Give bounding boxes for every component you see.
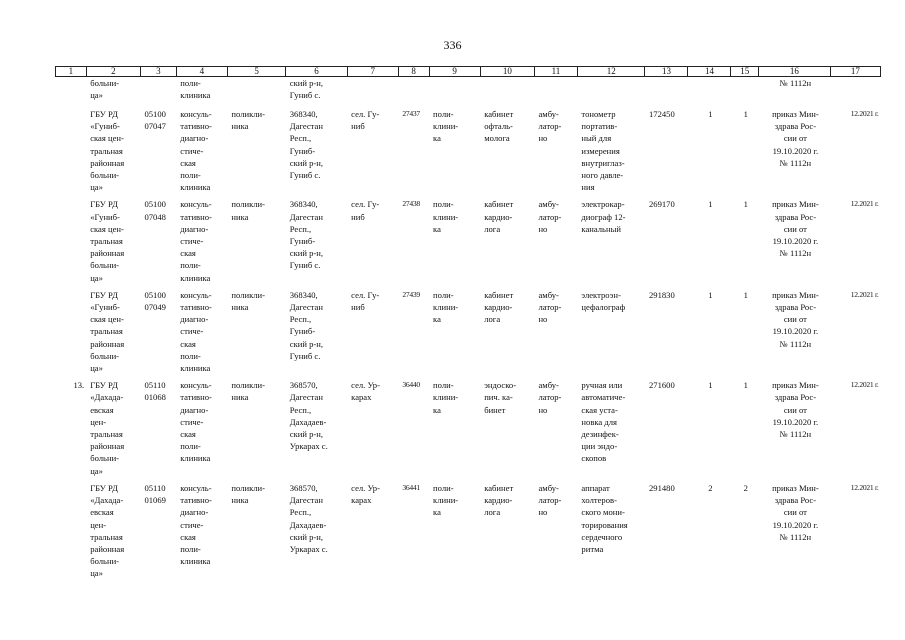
cell-index xyxy=(56,103,87,193)
cell-id: 27437 xyxy=(402,109,420,118)
cell-equipment: ручная или автоматиче- ская уста- новка для дезинфек- ции эндо- скопов xyxy=(581,380,626,464)
cell-date: 12.2021 г. xyxy=(850,199,879,209)
cell-order: приказ Мин- здрава Рос- сии от 19.10.2020 г. № 1112н xyxy=(772,109,819,168)
cell-qty-needed: 1 xyxy=(743,380,748,391)
column-number: 12 xyxy=(577,67,645,77)
cell-organization: ГБУ РД «Гуниб- ская цен- тральная районная больни- ца» xyxy=(90,109,125,193)
column-number: 8 xyxy=(398,67,429,77)
cell-code2: 172450 xyxy=(648,109,675,119)
cell-room: кабинет кардио- лога xyxy=(484,199,514,234)
column-number: 15 xyxy=(731,67,759,77)
cell-care-mode: амбу- латор- но xyxy=(538,482,562,518)
cell-settlement: сел. Гу- ниб xyxy=(351,109,380,132)
cell-address: 368570, Дагестан Респ., Дахадаев- ский р-н, Уркарах с. xyxy=(289,380,328,452)
cell-room: эндоско- пич. ка- бинет xyxy=(484,380,517,415)
cell-qty-required xyxy=(688,77,731,104)
column-number: 2 xyxy=(86,67,140,77)
cell-room: кабинет кардио- лога xyxy=(484,289,514,325)
cell-equipment: аппарат холтеров- ского мони- торирования сердечного ритма xyxy=(581,482,628,554)
cell-index xyxy=(56,193,87,283)
cell-order: приказ Мин- здрава Рос- сии от 19.10.2020 г. № 1112н xyxy=(772,289,819,349)
cell-code: 05110 01069 xyxy=(144,482,166,506)
cell-qty-required: 1 xyxy=(708,380,713,391)
cell-facility-type: консуль- тативно- диагно- стиче- ская поли- клиника xyxy=(180,482,212,567)
cell-unit: поли- клини- ка xyxy=(433,482,459,518)
cell-qty-needed: 1 xyxy=(743,289,748,300)
cell-unit: поли- клини- ка xyxy=(433,380,459,415)
cell-qty-needed xyxy=(731,77,759,104)
cell-date: 12.2021 г. xyxy=(850,482,879,492)
cell-code2: 291480 xyxy=(648,482,675,493)
cell-qty-required: 2 xyxy=(708,482,713,493)
cell-organization: ГБУ РД «Гуниб- ская цен- тральная районная больни- ца» xyxy=(90,289,125,374)
cell-care-mode: амбу- латор- но xyxy=(538,199,562,234)
cell-division xyxy=(227,77,285,104)
cell-date: 12.2021 г. xyxy=(850,109,879,118)
cell-code: 05100 07047 xyxy=(144,109,166,132)
cell-equipment: электрокар- диограф 12- канальный xyxy=(581,199,626,234)
cell-division: поликли- ника xyxy=(231,482,266,506)
cell-qty-needed: 2 xyxy=(743,482,748,493)
cell-settlement: сел. Ур- карах xyxy=(351,380,380,403)
cell-code: 05100 07048 xyxy=(144,199,166,222)
column-number: 1 xyxy=(56,67,87,77)
continuation-row xyxy=(56,77,881,104)
cell-settlement: сел. Ур- карах xyxy=(351,482,380,506)
cell-code: 05100 07049 xyxy=(144,289,166,313)
cell-date: 12.2021 г. xyxy=(850,380,879,390)
cell-organization: ГБУ РД «Гуниб- ская цен- тральная районная больни- ца» xyxy=(90,199,125,283)
cell-qty-needed: 1 xyxy=(743,109,748,119)
cell-care-mode: амбу- латор- но xyxy=(538,109,562,144)
column-number: 6 xyxy=(286,67,347,77)
cell-id: 36440 xyxy=(402,380,420,390)
cell-qty-needed: 1 xyxy=(743,199,748,210)
cell-organization: больни- ца» xyxy=(90,78,120,101)
cell-division: поликли- ника xyxy=(231,109,266,132)
cell-index xyxy=(56,284,87,374)
cell-index xyxy=(56,477,87,582)
cell-order: приказ Мин- здрава Рос- сии от 19.10.2020 г. № 1112н xyxy=(772,199,819,259)
cell-facility-type: консуль- тативно- диагно- стиче- ская поли- клиника xyxy=(180,289,212,374)
cell-code xyxy=(140,77,176,104)
cell-facility-type: консуль- тативно- диагно- стиче- ская поли- клиника xyxy=(180,109,212,193)
cell-division: поликли- ника xyxy=(231,380,266,403)
cell-address: 368340, Дагестан Респ., Гуниб- ский р-н, Гуниб с. xyxy=(289,109,323,181)
cell-order: приказ Мин- здрава Рос- сии от 19.10.2020 г. № 1112н xyxy=(772,482,819,542)
cell-index: 13. xyxy=(73,380,85,391)
cell-code: 05110 01068 xyxy=(144,380,166,403)
column-number: 7 xyxy=(347,67,398,77)
cell-qty-required: 1 xyxy=(708,199,713,210)
cell-code2: 291830 xyxy=(648,289,675,300)
cell-organization: ГБУ РД «Дахада- евская цен- тральная районная больни- ца» xyxy=(90,380,125,476)
cell-settlement: сел. Гу- ниб xyxy=(351,289,380,313)
column-number-row xyxy=(56,67,881,77)
column-number: 10 xyxy=(480,67,534,77)
cell-qty-required: 1 xyxy=(708,109,713,119)
cell-address: 368570, Дагестан Респ., Дахадаев- ский р-н, Уркарах с. xyxy=(289,482,328,554)
column-number: 3 xyxy=(140,67,176,77)
cell-settlement xyxy=(347,77,398,104)
cell-order: приказ Мин- здрава Рос- сии от 19.10.2020 г. № 1112н xyxy=(772,380,819,440)
cell-unit: поли- клини- ка xyxy=(433,199,459,234)
cell-unit xyxy=(429,77,480,104)
cell-address: ский р-н, Гуниб с. xyxy=(289,78,323,101)
cell-room xyxy=(480,77,534,104)
column-number: 9 xyxy=(429,67,480,77)
cell-code2: 271600 xyxy=(648,380,675,391)
cell-facility-type: консуль- тативно- диагно- стиче- ская поли- клиника xyxy=(180,380,212,464)
column-number: 4 xyxy=(176,67,227,77)
cell-facility-type: поли- клиника xyxy=(180,78,211,101)
cell-address: 368340, Дагестан Респ., Гуниб- ский р-н, Гуниб с. xyxy=(289,199,323,271)
page-number: 336 xyxy=(443,38,462,52)
cell-care-mode xyxy=(534,77,577,104)
cell-equipment xyxy=(577,77,645,104)
cell-care-mode: амбу- латор- но xyxy=(538,380,562,415)
column-number: 11 xyxy=(534,67,577,77)
cell-date xyxy=(830,77,880,104)
cell-equipment: электроэн- цефалограф xyxy=(581,289,626,313)
table-row xyxy=(56,374,881,477)
cell-unit: поли- клини- ка xyxy=(433,109,459,144)
column-number: 14 xyxy=(688,67,731,77)
cell-division: поликли- ника xyxy=(231,199,266,222)
table-row xyxy=(56,103,881,193)
table-row xyxy=(56,193,881,283)
column-number: 5 xyxy=(227,67,285,77)
cell-room: кабинет кардио- лога xyxy=(484,482,514,518)
cell-care-mode: амбу- латор- но xyxy=(538,289,562,325)
column-number: 17 xyxy=(830,67,880,77)
cell-facility-type: консуль- тативно- диагно- стиче- ская поли- клиника xyxy=(180,199,212,283)
cell-equipment: тонометр портатив- ный для измерения внутриглаз- ного давле- ния xyxy=(581,109,625,193)
cell-qty-required: 1 xyxy=(708,289,713,300)
cell-id: 36441 xyxy=(402,482,420,492)
table-row xyxy=(56,284,881,374)
table-row xyxy=(56,477,881,582)
cell-date: 12.2021 г. xyxy=(850,289,879,299)
cell-unit: поли- клини- ка xyxy=(433,289,459,325)
cell-address: 368340, Дагестан Респ., Гуниб- ский р-н, Гуниб с. xyxy=(289,289,323,361)
cell-id: 27439 xyxy=(402,289,420,299)
cell-index xyxy=(56,77,87,104)
column-number: 16 xyxy=(759,67,831,77)
cell-id xyxy=(398,77,429,104)
cell-id: 27438 xyxy=(402,199,420,209)
cell-order: № 1112н xyxy=(779,78,812,88)
cell-organization: ГБУ РД «Дахада- евская цен- тральная районная больни- ца» xyxy=(90,482,125,579)
column-number: 13 xyxy=(645,67,688,77)
cell-division: поликли- ника xyxy=(231,289,266,313)
equipment-table xyxy=(55,66,881,582)
cell-code2: 269170 xyxy=(648,199,675,210)
cell-settlement: сел. Гу- ниб xyxy=(351,199,380,222)
cell-code2 xyxy=(645,77,688,104)
cell-room: кабинет офталь- молога xyxy=(484,109,514,144)
